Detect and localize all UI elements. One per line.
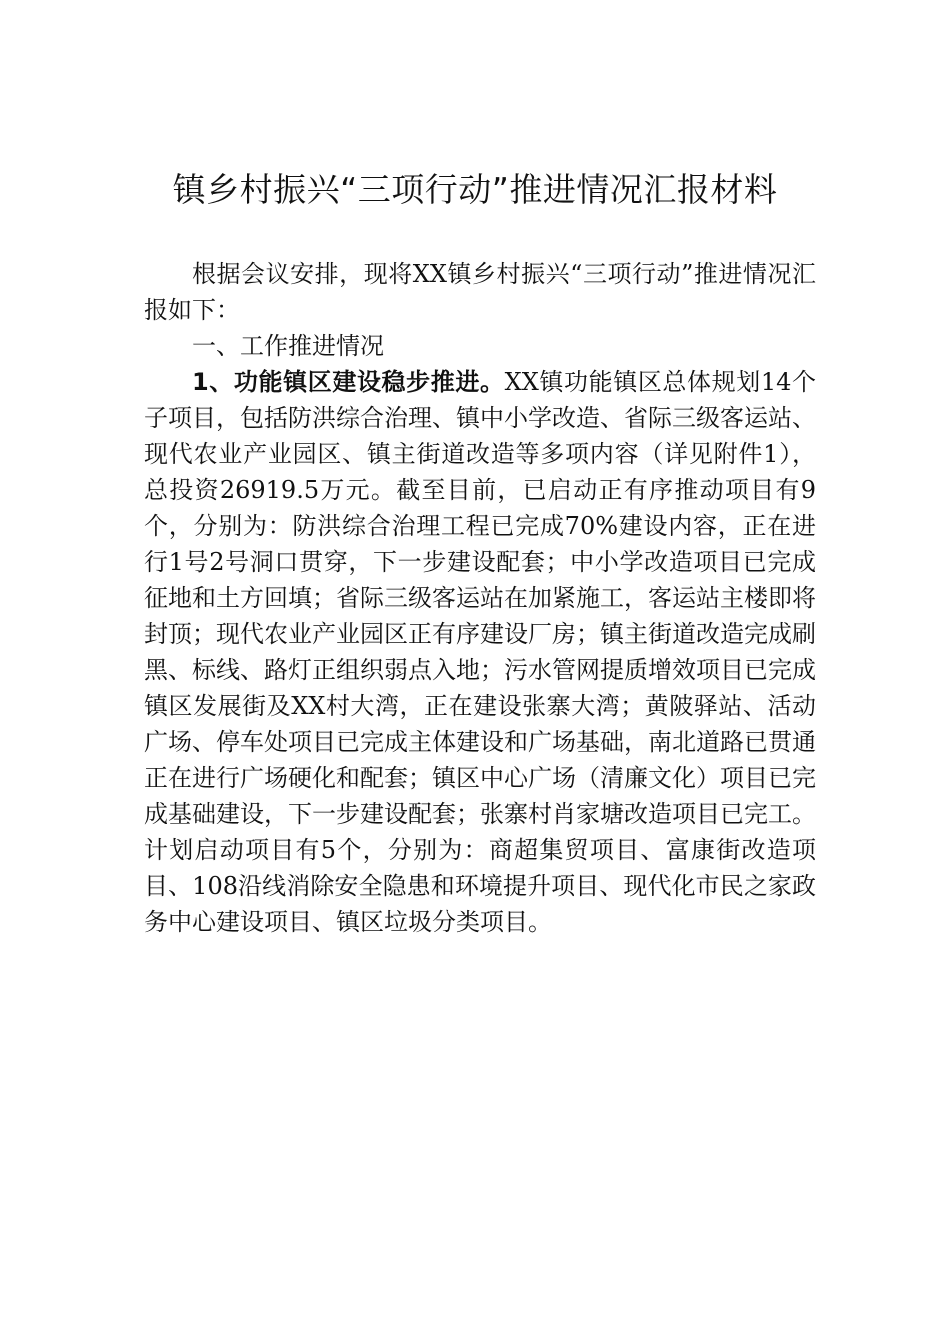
section-heading: 一、工作推进情况 — [192, 332, 384, 360]
item1-text: XX镇功能镇区总体规划14个子项目，包括防洪综合治理、镇中小学改造、省际三级客运站、现代农业产业园区、镇主街道改造等多项内容（详见附件1），总投资26919.5万元。截至目前，已启动正有序推动项目有9个，分别为：防洪综合治理工程已完成70%建设内容，正在进行1号2号洞口贯穿，下一步建设配套；中小学改造项目已完成征地和土方回填；省际三级客运站在加紧施工，客运站主楼即将封顶；现代农业产业园区正有序建设厂房；镇主街道改造完成刷黑、标线、路灯正组织弱点入地；污水管网提质增效项目已完成镇区发展街及XX村大湾，正在建设张寨大湾；黄陂驿站、活动广场、停车处项目已完成主体建设和广场基础，南北道路已贯通正在进行广场硬化和配套；镇区中心广场（清廉文化）项目已完成基础建设，下一步建设配套；张寨村肖家塘改造项目已完工。计划启动项目有5个，分别为：商超集贸项目、富康街改造项目、108沿线消除安全隐患和环境提升项目、现代化市民之家政务中心建设项目、镇区垃圾分类项目。 — [144, 368, 817, 936]
item1-paragraph — [144, 364, 816, 940]
intro-paragraph: 根据会议安排，现将XX镇乡村振兴“三项行动”推进情况汇报如下： — [144, 260, 816, 324]
document-body — [144, 256, 816, 940]
item1-lead: 1、功能镇区建设稳步推进。 — [192, 368, 505, 396]
document-title: 镇乡村振兴“三项行动”推进情况汇报材料 — [172, 170, 778, 209]
